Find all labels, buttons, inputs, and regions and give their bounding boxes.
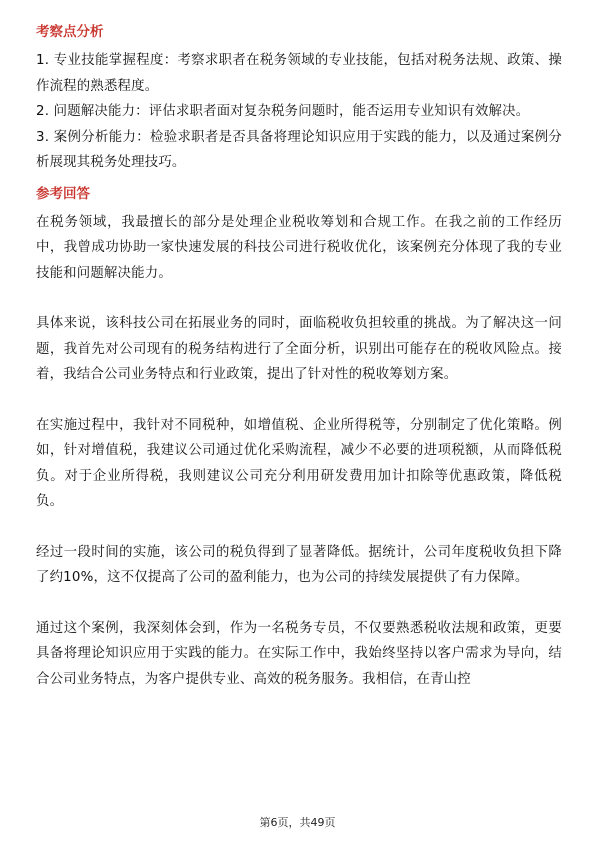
document-content — [36, 22, 562, 692]
analysis-item-2: 2. 问题解决能力：评估求职者面对复杂税务问题时，能否运用专业知识有效解决。 — [36, 104, 530, 119]
analysis-item-1: 1. 专业技能掌握程度：考察求职者在税务领域的专业技能，包括对税务法规、政策、操作流程的熟悉程度。 — [36, 53, 562, 94]
analysis-item-3: 3. 案例分析能力：检验求职者是否具备将理论知识应用于实践的能力，以及通过案例分析展现其税务处理技巧。 — [36, 129, 562, 170]
section-heading-answer: 参考回答 — [36, 185, 90, 202]
paragraph-gap — [36, 515, 562, 540]
paragraph-gap — [36, 286, 562, 311]
paragraph-gap — [36, 388, 562, 413]
answer-paragraph-5: 通过这个案例，我深刻体会到，作为一名税务专员，不仅要熟悉税收法规和政策，更要具备将理论知识应用于实践的能力。在实际工作中，我始终坚持以客户需求为导向，结合公司业务特点，为客户提供专业、高效的税务服务。我相信，在青山控 — [36, 620, 562, 687]
answer-paragraph-1: 在税务领域，我最擅长的部分是处理企业税收筹划和合规工作。在我之前的工作经历中，我曾成功协助一家快速发展的科技公司进行税收优化，该案例充分体现了我的专业技能和问题解决能力。 — [36, 214, 562, 281]
page-number-footer: 第6页，共49页 — [259, 816, 336, 829]
section-heading-analysis: 考察点分析 — [36, 24, 104, 40]
answer-paragraph-4: 经过一段时间的实施，该公司的税负得到了显著降低。据统计，公司年度税收负担下降了约10%，这不仅提高了公司的盈利能力，也为公司的持续发展提供了有力保障。 — [36, 544, 562, 585]
answer-paragraph-2: 具体来说，该科技公司在拓展业务的同时，面临税收负担较重的挑战。为了解决这一问题，我首先对公司现有的税务结构进行了全面分析，识别出可能存在的税收风险点。接着，我结合公司业务特点和行业政策，提出了针对性的税收筹划方案。 — [36, 316, 562, 382]
answer-paragraph-3: 在实施过程中，我针对不同税种，如增值税、企业所得税等，分别制定了优化策略。例如，针对增值税，我建议公司通过优化采购流程，减少不必要的进项税额，从而降低税负。对于企业所得税，我则建议公司充分利用研发费用加计扣除等优惠政策，降低税负。 — [36, 417, 562, 509]
paragraph-gap — [36, 591, 562, 616]
